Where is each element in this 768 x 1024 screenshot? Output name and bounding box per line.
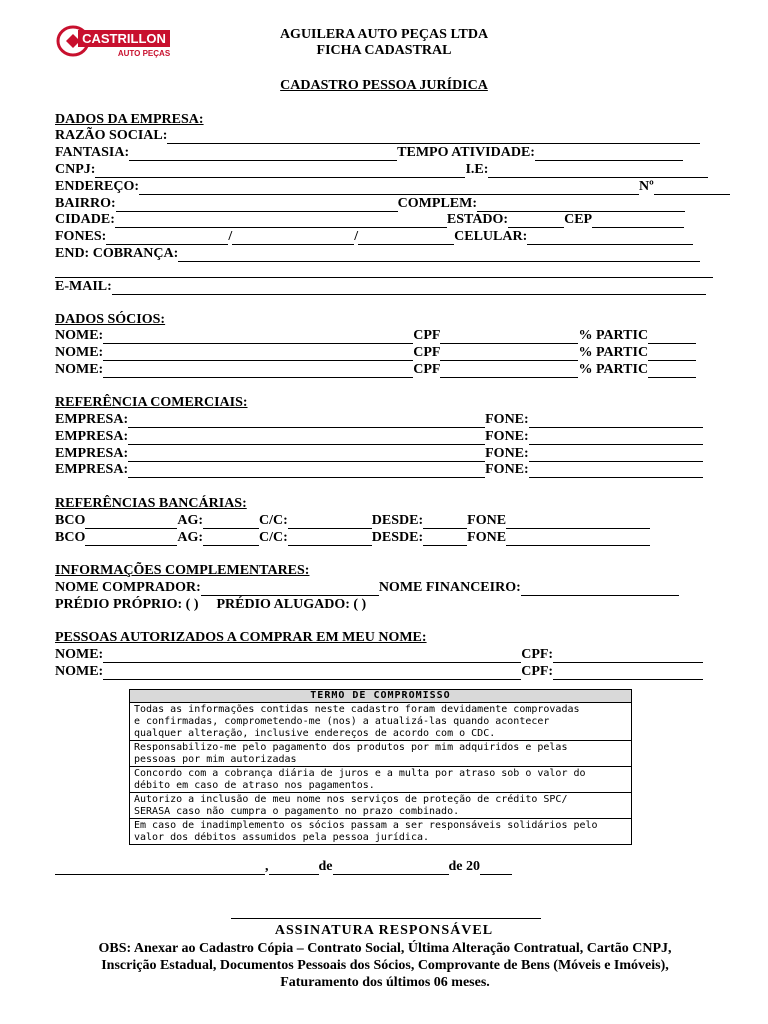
- socio-partic-label: % PARTIC: [578, 362, 649, 377]
- obs-line: Faturamento dos últimos 06 meses.: [280, 975, 490, 990]
- socio-cpf-field[interactable]: [440, 331, 578, 344]
- autorizado-nome-label: NOME:: [55, 664, 104, 679]
- fone2-field[interactable]: [232, 232, 354, 245]
- date-de-label: de: [318, 859, 333, 874]
- fone1-field[interactable]: [106, 232, 228, 245]
- ano-field[interactable]: [480, 862, 512, 875]
- comercial-empresa-label: EMPRESA:: [55, 429, 129, 444]
- end-cobranca-field-line2[interactable]: [55, 265, 713, 278]
- agencia-label: AG:: [177, 513, 204, 528]
- fones-separator: /: [228, 229, 233, 244]
- banco-label: BCO: [55, 513, 86, 528]
- banco-fone-field[interactable]: [506, 533, 650, 546]
- termo-text-line: Responsabilizo-me pelo pagamento dos produtos por mim adquiridos e pelas: [134, 742, 568, 753]
- fones-label: FONES:: [55, 229, 107, 244]
- banco-label: BCO: [55, 530, 86, 545]
- predio-alugado-checkbox[interactable]: PRÉDIO ALUGADO: ( ): [216, 597, 367, 612]
- socio-nome-field[interactable]: [103, 365, 413, 378]
- termo-clause: [130, 767, 631, 793]
- ie-field[interactable]: [488, 165, 708, 178]
- predio-proprio-checkbox[interactable]: PRÉDIO PRÓPRIO: ( ): [55, 597, 199, 612]
- comercial-empresa-field[interactable]: [128, 465, 485, 478]
- socio-partic-label: % PARTIC: [578, 328, 649, 343]
- socio-cpf-label: CPF: [413, 328, 441, 343]
- termo-text-line: Em caso de inadimplemento os sócios passam a ser responsáveis solidários pelo: [134, 820, 598, 831]
- svg-text:CASTRILLON: CASTRILLON: [82, 31, 166, 46]
- form-type: CADASTRO PESSOA JURÍDICA: [280, 78, 488, 93]
- desde-field[interactable]: [423, 516, 467, 529]
- section-dados-socios: DADOS SÓCIOS:: [55, 312, 166, 327]
- dia-field[interactable]: [269, 862, 319, 875]
- cnpj-label: CNPJ:: [55, 162, 96, 177]
- comercial-fone-label: FONE:: [485, 446, 529, 461]
- termo-clause: [130, 819, 631, 844]
- socio-nome-field[interactable]: [103, 331, 413, 344]
- endereco-label: ENDEREÇO:: [55, 179, 140, 194]
- celular-field[interactable]: [527, 232, 693, 245]
- fantasia-field[interactable]: [129, 148, 397, 161]
- socio-cpf-label: CPF: [413, 362, 441, 377]
- end-cobranca-field[interactable]: [178, 249, 700, 262]
- agencia-label: AG:: [177, 530, 204, 545]
- termo-clause: [130, 741, 631, 767]
- termo-text-line: SERASA caso não cumpra o pagamento no prazo combinado.: [134, 806, 460, 817]
- comercial-fone-label: FONE:: [485, 412, 529, 427]
- banco-fone-label: FONE: [467, 513, 507, 528]
- estado-label: ESTADO:: [446, 212, 509, 227]
- numero-field[interactable]: [654, 182, 730, 195]
- date-year-label: de 20: [448, 859, 480, 874]
- complem-label: COMPLEM:: [397, 196, 477, 211]
- comercial-empresa-field[interactable]: [128, 415, 485, 428]
- tempo-atividade-field[interactable]: [535, 148, 683, 161]
- autorizado-nome-field[interactable]: [103, 650, 521, 663]
- financeiro-field[interactable]: [521, 583, 679, 596]
- razao-social-field[interactable]: [167, 131, 700, 144]
- comprador-label: NOME COMPRADOR:: [55, 580, 201, 595]
- bairro-label: BAIRRO:: [55, 196, 116, 211]
- bairro-field[interactable]: [116, 199, 398, 212]
- socio-nome-field[interactable]: [103, 348, 413, 361]
- comercial-fone-field[interactable]: [529, 432, 703, 445]
- obs-line: OBS: Anexar ao Cadastro Cópia – Contrato Social, Última Alteração Contratual, Cartão CNPJ,: [98, 941, 672, 956]
- termo-text-line: qualquer alteração, inclusive endereços de acordo com o CDC.: [134, 728, 496, 739]
- comprador-field[interactable]: [201, 583, 379, 596]
- socio-partic-field[interactable]: [648, 331, 696, 344]
- socio-partic-label: % PARTIC: [578, 345, 649, 360]
- termo-text-line: Concordo com a cobrança diária de juros e a multa por atraso sob o valor do: [134, 768, 586, 779]
- agencia-field[interactable]: [203, 533, 259, 546]
- end-cobranca-label: END: COBRANÇA:: [55, 246, 179, 261]
- date-comma: ,: [265, 859, 269, 874]
- socio-nome-label: NOME:: [55, 345, 104, 360]
- svg-text:AUTO PEÇAS: AUTO PEÇAS: [117, 49, 171, 58]
- termo-compromisso-box: [129, 689, 632, 845]
- company-name: AGUILERA AUTO PEÇAS LTDA: [279, 27, 489, 42]
- section-dados-empresa: DADOS DA EMPRESA:: [55, 112, 204, 127]
- termo-text-line: e confirmadas, comprometendo-me (nos) a atualizá-las quando acontecer: [134, 716, 550, 727]
- numero-label: Nº: [639, 179, 654, 194]
- email-field[interactable]: [112, 282, 706, 295]
- local-field[interactable]: [55, 862, 265, 875]
- comercial-fone-label: FONE:: [485, 462, 529, 477]
- comercial-empresa-field[interactable]: [128, 449, 485, 462]
- comercial-empresa-label: EMPRESA:: [55, 462, 129, 477]
- termo-clause: [130, 703, 631, 741]
- obs-line: Inscrição Estadual, Documentos Pessoais dos Sócios, Comprovante de Bens (Móveis e Imóveis),: [101, 958, 669, 973]
- section-referencia-comerciais: REFERÊNCIA COMERCIAIS:: [55, 395, 248, 410]
- conta-field[interactable]: [288, 533, 372, 546]
- termo-title: TERMO DE COMPROMISSO: [130, 690, 631, 703]
- financeiro-label: NOME FINANCEIRO:: [378, 580, 521, 595]
- section-pessoas-autorizadas: PESSOAS AUTORIZADOS A COMPRAR EM MEU NOME:: [55, 630, 427, 645]
- comercial-fone-field[interactable]: [529, 449, 703, 462]
- socio-nome-label: NOME:: [55, 362, 104, 377]
- socio-cpf-field[interactable]: [440, 348, 578, 361]
- comercial-empresa-label: EMPRESA:: [55, 412, 129, 427]
- desde-field[interactable]: [423, 533, 467, 546]
- comercial-fone-field[interactable]: [529, 465, 703, 478]
- cep-field[interactable]: [592, 215, 684, 228]
- section-referencias-bancarias: REFERÊNCIAS BANCÁRIAS:: [55, 496, 247, 511]
- socio-cpf-field[interactable]: [440, 365, 578, 378]
- banco-fone-label: FONE: [467, 530, 507, 545]
- banco-fone-field[interactable]: [506, 516, 650, 529]
- observations: [50, 940, 720, 991]
- autorizado-cpf-field[interactable]: [553, 650, 703, 663]
- cnpj-field[interactable]: [95, 165, 465, 178]
- socio-partic-field[interactable]: [648, 348, 696, 361]
- fantasia-label: FANTASIA:: [55, 145, 130, 160]
- socio-nome-label: NOME:: [55, 328, 104, 343]
- termo-clause: [130, 793, 631, 819]
- ie-label: I.E:: [465, 162, 489, 177]
- email-label: E-MAIL:: [55, 279, 112, 294]
- termo-text-line: pessoas por mim autorizadas: [134, 754, 297, 765]
- form-title: FICHA CADASTRAL: [316, 43, 452, 58]
- autorizado-cpf-label: CPF:: [521, 664, 554, 679]
- termo-text-line: Autorizo a inclusão de meu nome nos serviços de proteção de crédito SPC/: [134, 794, 568, 805]
- celular-label: CELULAR:: [454, 229, 528, 244]
- cidade-field[interactable]: [115, 215, 447, 228]
- fone3-field[interactable]: [358, 232, 454, 245]
- banco-field[interactable]: [85, 516, 177, 529]
- socio-cpf-label: CPF: [413, 345, 441, 360]
- razao-social-label: RAZÃO SOCIAL:: [55, 128, 168, 143]
- autorizado-cpf-label: CPF:: [521, 647, 554, 662]
- comercial-empresa-label: EMPRESA:: [55, 446, 129, 461]
- mes-field[interactable]: [333, 862, 449, 875]
- signature-line[interactable]: [231, 918, 541, 919]
- banco-field[interactable]: [85, 533, 177, 546]
- section-informacoes-complementares: INFORMAÇÕES COMPLEMENTARES:: [55, 563, 310, 578]
- cep-label: CEP: [564, 212, 593, 227]
- termo-text-line: valor dos débitos assumidos pela pessoa jurídica.: [134, 832, 430, 843]
- desde-label: DESDE:: [371, 513, 424, 528]
- endereco-field[interactable]: [139, 182, 639, 195]
- termo-text-line: Todas as informações contidas neste cadastro foram devidamente comprovadas: [134, 704, 580, 715]
- agencia-field[interactable]: [203, 516, 259, 529]
- socio-partic-field[interactable]: [648, 365, 696, 378]
- conta-label: C/C:: [259, 530, 288, 545]
- complem-field[interactable]: [477, 199, 685, 212]
- autorizado-cpf-field[interactable]: [553, 667, 703, 680]
- signature-label: ASSINATURA RESPONSÁVEL: [274, 923, 494, 938]
- comercial-empresa-field[interactable]: [128, 432, 485, 445]
- termo-text-line: débito em caso de atraso nos pagamentos.: [134, 780, 375, 791]
- estado-field[interactable]: [508, 215, 564, 228]
- autorizado-nome-label: NOME:: [55, 647, 104, 662]
- autorizado-nome-field[interactable]: [103, 667, 521, 680]
- fones-separator: /: [354, 229, 359, 244]
- cidade-label: CIDADE:: [55, 212, 115, 227]
- comercial-fone-field[interactable]: [529, 415, 703, 428]
- tempo-atividade-label: TEMPO ATIVIDADE:: [397, 145, 535, 160]
- conta-label: C/C:: [259, 513, 288, 528]
- comercial-fone-label: FONE:: [485, 429, 529, 444]
- conta-field[interactable]: [288, 516, 372, 529]
- desde-label: DESDE:: [371, 530, 424, 545]
